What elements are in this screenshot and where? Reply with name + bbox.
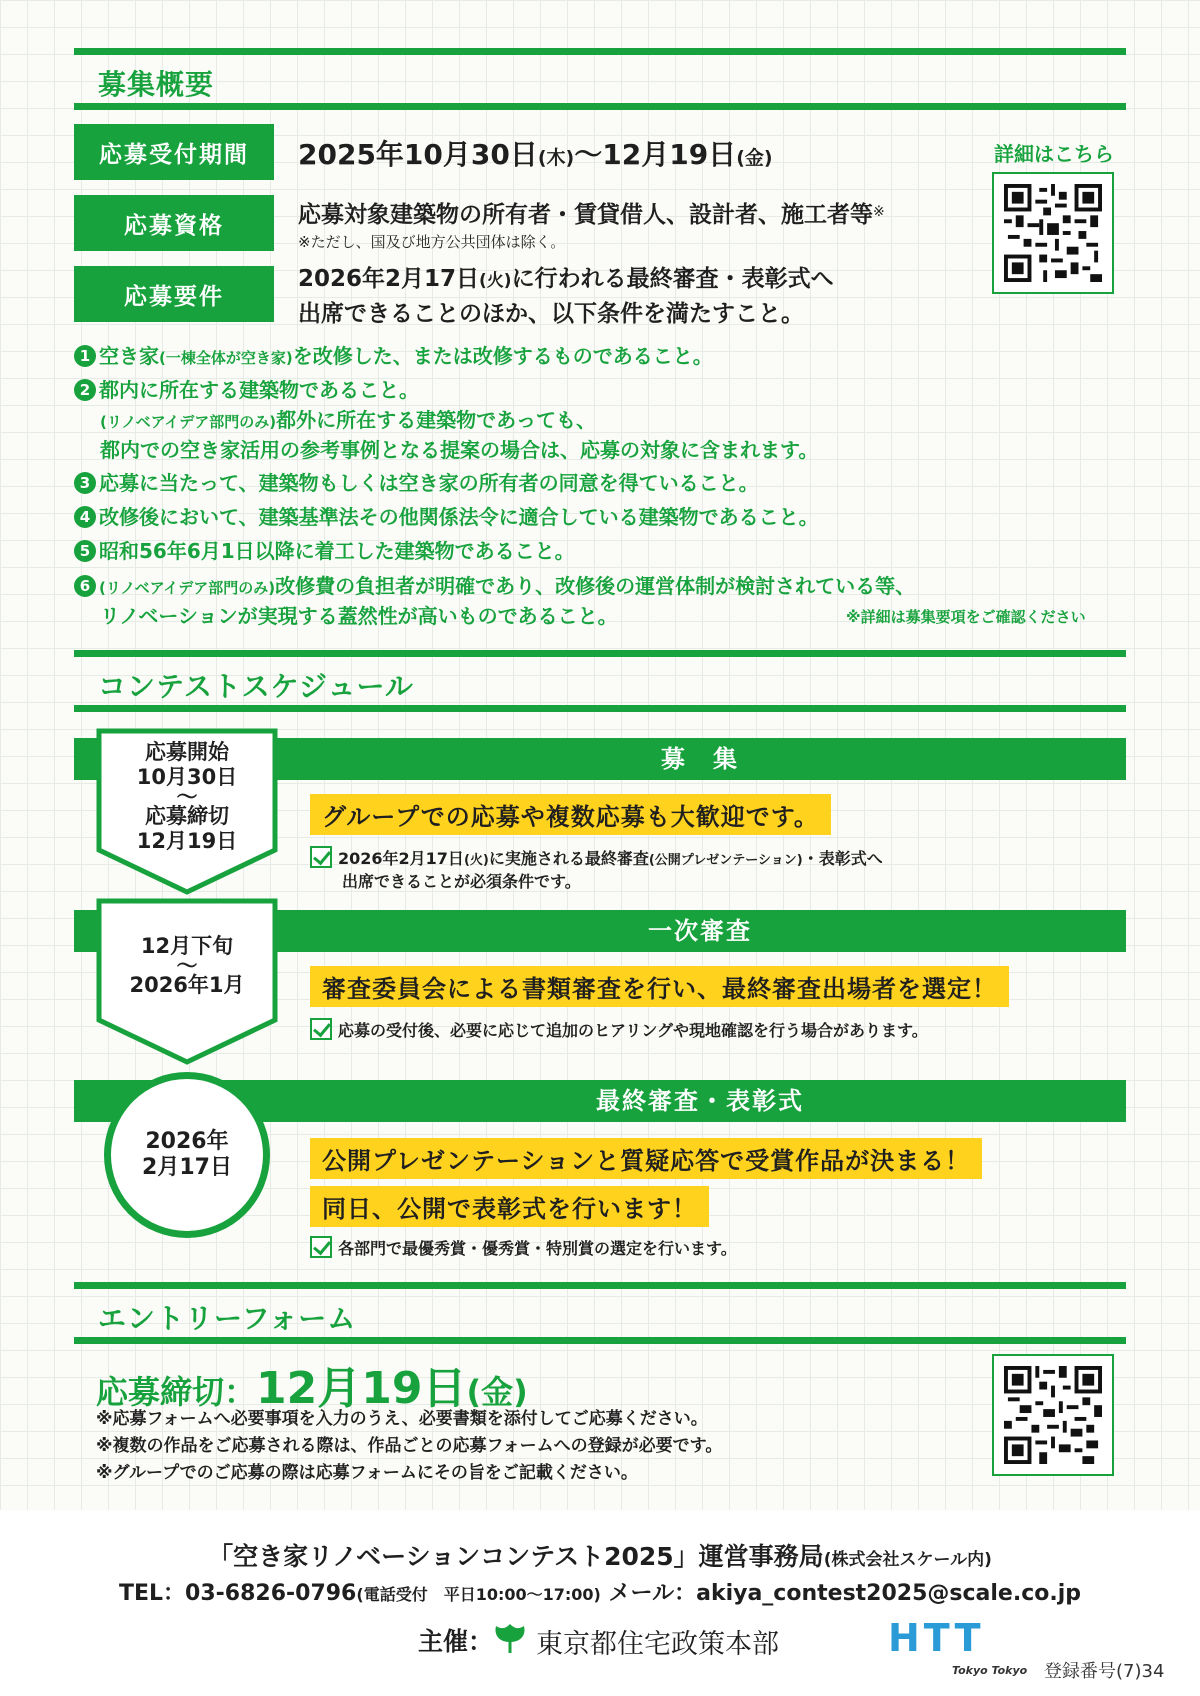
condition-number: 2 xyxy=(74,379,96,401)
details-qr-code[interactable] xyxy=(992,172,1114,294)
overview-heading: 募集概要 xyxy=(98,68,215,101)
conditions-note: ※詳細は募集要項をご確認ください xyxy=(846,608,1086,626)
condition-number: 6 xyxy=(74,575,96,597)
entry-note: ※応募フォームへ必要事項を入力のうえ、必要書類を添付してご応募ください。 xyxy=(96,1409,708,1429)
condition-3: 3 応募に当たって、建築物もしくは空き家の所有者の同意を得ていること。 xyxy=(74,469,759,497)
registration-number: 登録番号(7)34 xyxy=(1044,1661,1165,1682)
condition-5: 5 昭和56年6月1日以降に着工した建築物であること。 xyxy=(74,537,575,565)
condition-6: 6 (リノベアイデア部門のみ)改修費の負担者が明確であり、改修後の運営体制が検討されている等、 リノベーションが実現する蓋然性が高いものであること。 xyxy=(74,572,915,630)
footer-contact: TEL：03-6826-0796(電話受付 平日10:00〜17:00) メール：akiya_contest2025@scale.co.jp xyxy=(118,1581,1082,1606)
stage2-highlight: 審査委員会による書類審査を行い、最終審査出場者を選定！ xyxy=(310,966,1009,1007)
stage3-date-badge: 2026年 2月17日 xyxy=(104,1072,270,1238)
condition-1: 1 空き家(一棟全体が空き家)を改修した、または改修するものであること。 xyxy=(74,342,713,372)
check-icon xyxy=(310,846,332,868)
check-icon xyxy=(310,1236,332,1258)
entry-qr-code[interactable] xyxy=(992,1354,1114,1476)
qualification-label: 応募資格 xyxy=(74,195,274,251)
condition-2-sub: (リノベアイデア部門のみ)都外に所在する建築物であっても、 都内での空き家活用の参考事例となる提案の場合は、応募の対象に含まれます。 xyxy=(100,408,819,462)
host-organization: 東京都住宅政策本部 xyxy=(536,1629,779,1660)
requirement-label: 応募要件 xyxy=(74,266,274,322)
footer-tel[interactable]: TEL：03-6826-0796 xyxy=(118,1581,357,1606)
condition-4: 4 改修後において、建築基準法その他関係法令に適合している建築物であること。 xyxy=(74,503,819,531)
stage3-title-bar: 最終審査・表彰式 xyxy=(74,1080,1126,1122)
schedule-section-header xyxy=(74,650,1126,712)
entry-section-header xyxy=(74,1282,1126,1344)
stage3-check: 各部門で最優秀賞・優秀賞・特別賞の選定を行います。 xyxy=(310,1236,737,1259)
details-label: 詳細はこちら xyxy=(994,142,1114,166)
ginkgo-leaf-icon xyxy=(492,1620,528,1656)
footer-office: 「空き家リノベーションコンテスト2025」運営事務局(株式会社スケール内) xyxy=(208,1542,992,1571)
entry-note: ※複数の作品をご応募される際は、作品ごとの応募フォームへの登録が必要です。 xyxy=(96,1436,723,1456)
entry-note: ※グループでのご応募の際は応募フォームにその旨をご記載ください。 xyxy=(96,1463,638,1483)
stage1-highlight: グループでの応募や複数応募も大歓迎です。 xyxy=(310,794,831,835)
stage2-title-bar: 一次審査 xyxy=(74,910,1126,952)
stage3-highlight-1: 公開プレゼンテーションと質疑応答で受賞作品が決まる！ xyxy=(310,1138,982,1179)
stage1-date-badge: 応募開始 10月30日 〜 応募締切 12月19日 xyxy=(96,728,278,896)
stage1-check: 2026年2月17日(火)に実施される最終審査(公開プレゼンテーション)・表彰式へ 出席できることが必須条件です。 xyxy=(310,846,883,892)
qualification-value: 応募対象建築物の所有者・賃貸借人、設計者、施工者等※ xyxy=(298,202,885,228)
qr-code-icon xyxy=(1004,184,1102,282)
entry-notes xyxy=(96,1406,722,1487)
qr-code-icon xyxy=(1004,1366,1102,1464)
stage2-check: 応募の受付後、必要に応じて追加のヒアリングや現地確認を行う場合があります。 xyxy=(310,1018,928,1041)
entry-deadline: 応募締切：12月19日(金) xyxy=(96,1363,528,1414)
condition-number: 1 xyxy=(74,345,96,367)
requirement-value: 2026年2月17日(火)に行われる最終審査・表彰式へ 出席できることのほか、以下条件を満たすこと。 xyxy=(298,266,834,327)
condition-number: 3 xyxy=(74,472,96,494)
condition-2: 2 都内に所在する建築物であること。 xyxy=(74,376,419,404)
footer-mail[interactable]: メール：akiya_contest2025@scale.co.jp xyxy=(608,1581,1082,1606)
host-label: 主催： xyxy=(418,1627,494,1656)
tokyo-tokyo-logo: Tokyo Tokyo xyxy=(952,1664,1028,1677)
check-icon xyxy=(310,1018,332,1040)
qualification-note: ※ただし、国及び地方公共団体は除く。 xyxy=(298,233,566,251)
condition-number: 4 xyxy=(74,506,96,528)
schedule-heading: コンテストスケジュール xyxy=(98,670,414,703)
htt-logo: HTT xyxy=(888,1616,985,1660)
stage1-title-bar: 募 集 xyxy=(74,738,1126,780)
period-label: 応募受付期間 xyxy=(74,124,274,180)
overview-section-header xyxy=(74,48,1126,110)
condition-number: 5 xyxy=(74,540,96,562)
stage2-date-badge: 12月下旬 〜 2026年1月 xyxy=(96,898,278,1066)
stage3-highlight-2: 同日、公開で表彰式を行います！ xyxy=(310,1186,709,1227)
entry-heading: エントリーフォーム xyxy=(98,1302,357,1335)
period-value: 2025年10月30日(木)〜12月19日(金) xyxy=(298,138,773,171)
